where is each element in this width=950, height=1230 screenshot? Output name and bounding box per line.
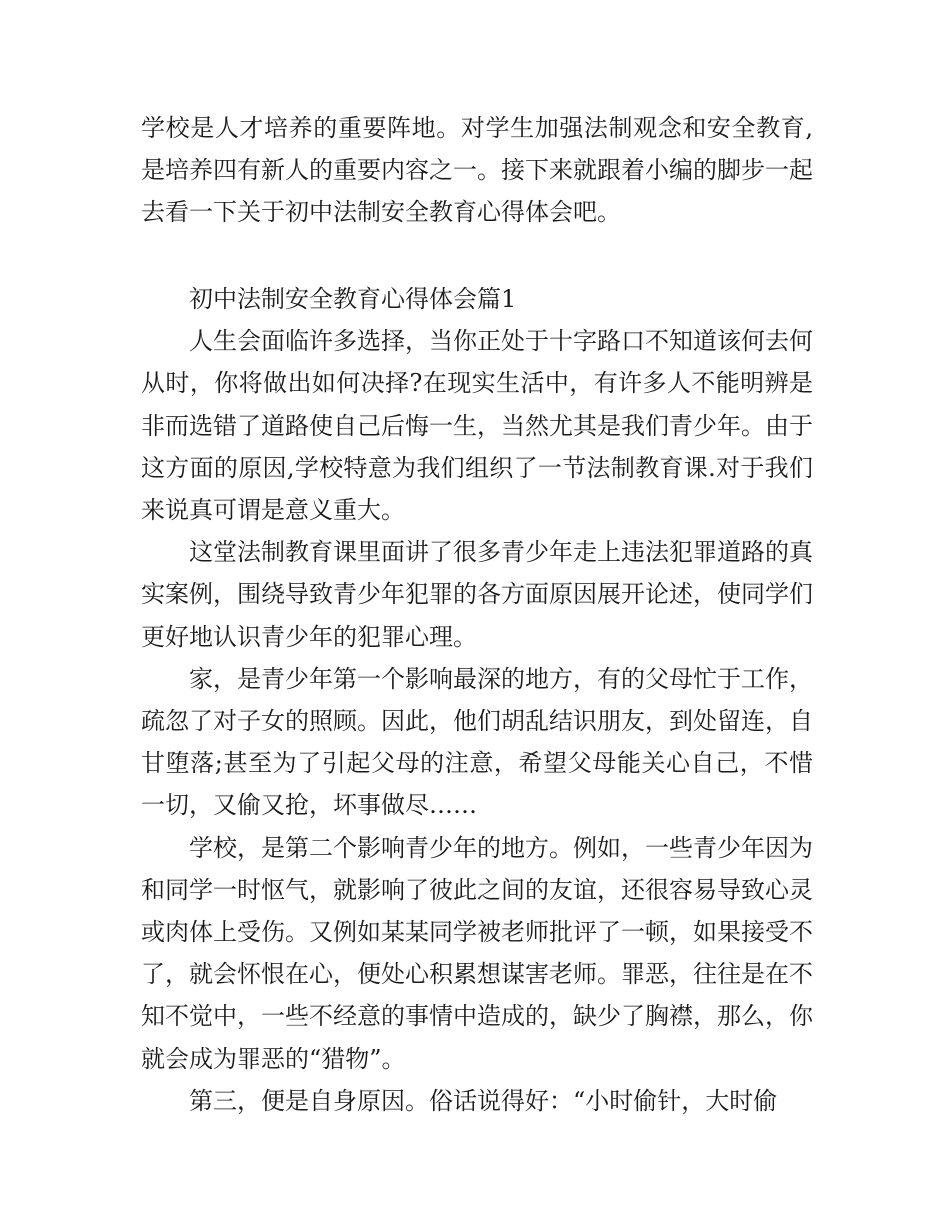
body-paragraph-1: 人生会面临许多选择，当你正处于十字路口不知道该何去何从时，你将做出如何决择?在现实生活中，有许多人不能明辨是非而选错了道路使自己后悔一生，当然尤其是我们青少年。由于这方面的原因,学校特意为我们组织了一节法制教育课.对于我们来说真可谓是意义重大。	[141, 327, 813, 525]
article-body	[141, 278, 813, 1122]
intro-paragraph: 学校是人才培养的重要阵地。对学生加强法制观念和安全教育,是培养四有新人的重要内容之一。接下来就跟着小编的脚步一起去看一下关于初中法制安全教育心得体会吧。	[141, 114, 813, 227]
body-paragraph-3: 家，是青少年第一个影响最深的地方，有的父母忙于工作，疏忽了对子女的照顾。因此，他们胡乱结识朋友，到处留连，自甘堕落;甚至为了引起父母的注意，希望父母能关心自己，不惜一切，又偷又抢，坏事做尽……	[141, 664, 813, 820]
body-paragraph-4: 学校，是第二个影响青少年的地方。例如，一些青少年因为和同学一时怄气，就影响了彼此之间的友谊，还很容易导致心灵或肉体上受伤。又例如某某同学被老师批评了一顿，如果接受不了，就会怀恨在心，便处心积累想谋害老师。罪恶，往往是在不知不觉中，一些不经意的事情中造成的，缺少了胸襟，那么，你就会成为罪恶的“猎物”。	[141, 833, 813, 1073]
body-paragraph-2: 这堂法制教育课里面讲了很多青少年走上违法犯罪道路的真实案例，围绕导致青少年犯罪的各方面原因展开论述，使同学们更好地认识青少年的犯罪心理。	[141, 538, 813, 651]
body-paragraph-5: 第三，便是自身原因。俗话说得好：“小时偷针，大时偷	[189, 1086, 778, 1115]
section-heading: 初中法制安全教育心得体会篇1	[189, 285, 517, 313]
